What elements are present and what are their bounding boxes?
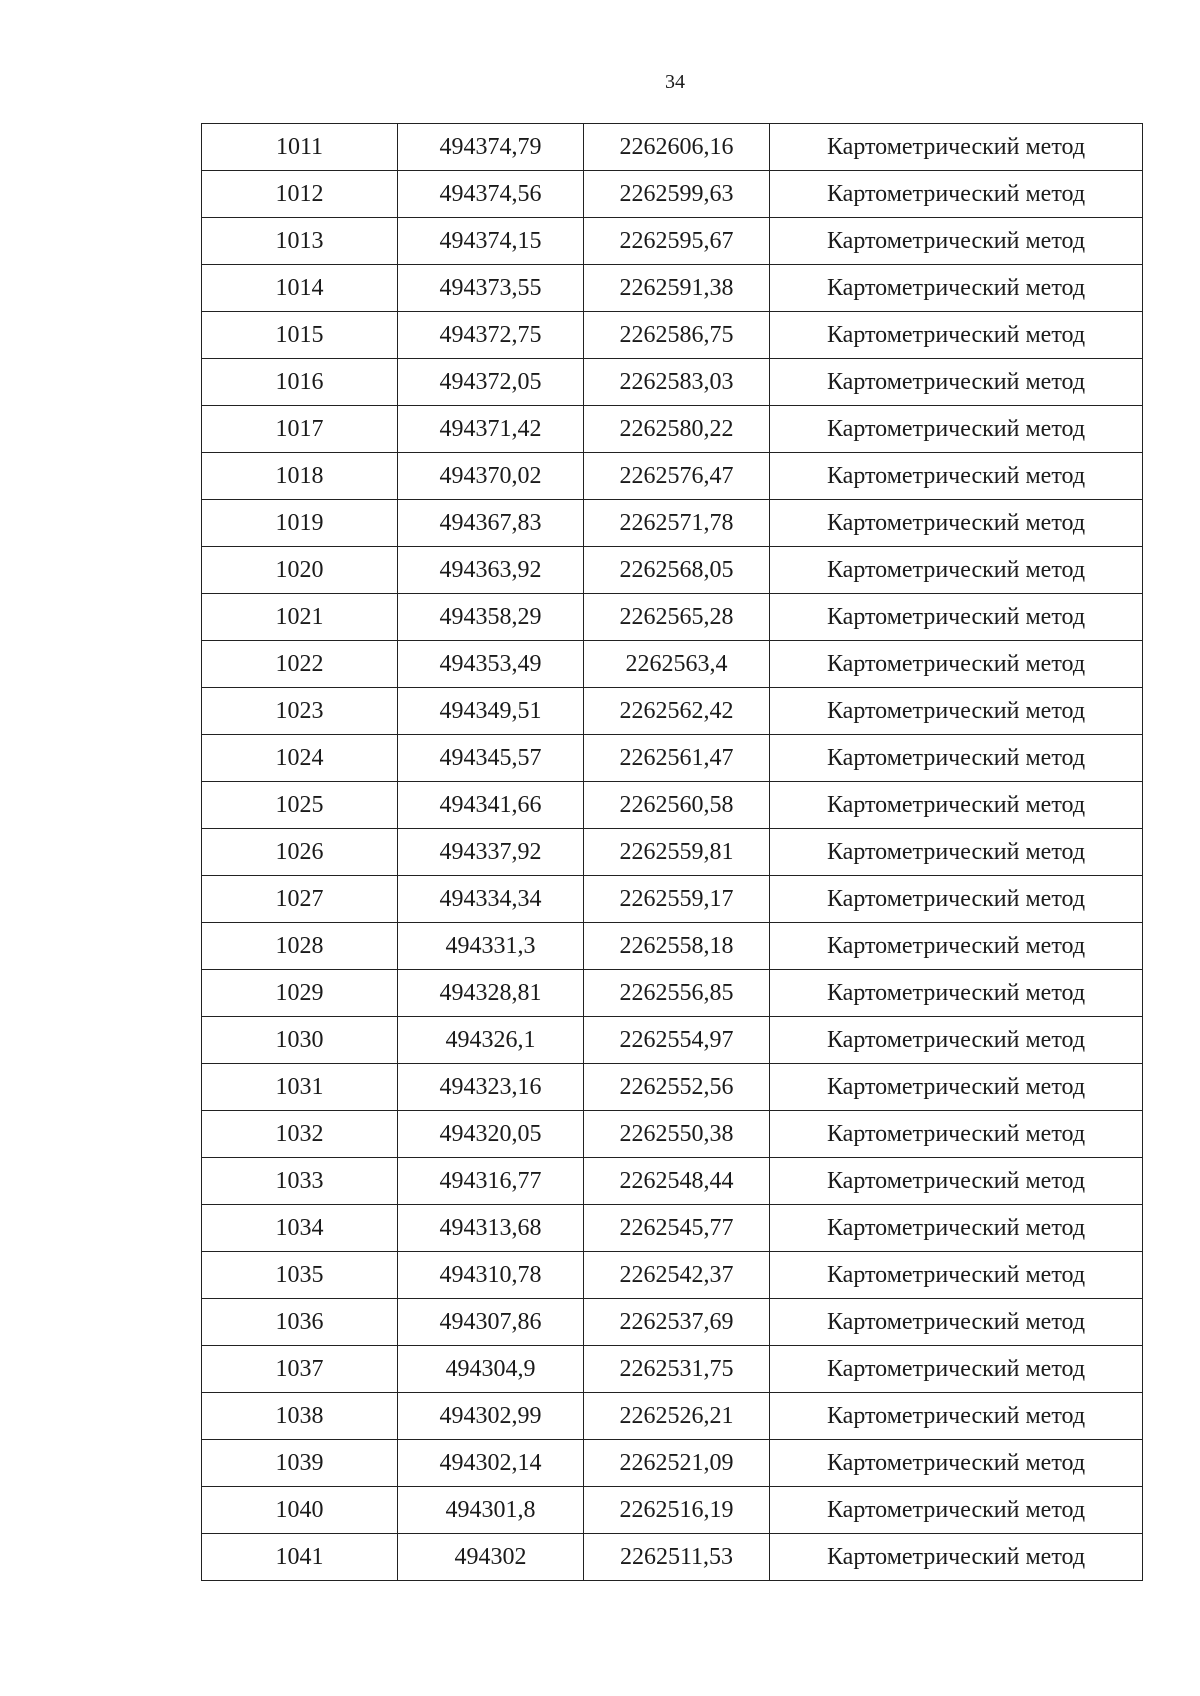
cell-y-coordinate: 2262558,18	[584, 923, 770, 970]
cell-point-number: 1030	[202, 1017, 398, 1064]
cell-point-number: 1035	[202, 1252, 398, 1299]
cell-method: Картометрический метод	[770, 1393, 1143, 1440]
table-row	[202, 1064, 1143, 1111]
cell-point-number: 1011	[202, 124, 398, 171]
cell-point-number: 1031	[202, 1064, 398, 1111]
cell-x-coordinate: 494302	[398, 1534, 584, 1581]
cell-point-number: 1032	[202, 1111, 398, 1158]
cell-point-number: 1029	[202, 970, 398, 1017]
cell-y-coordinate: 2262560,58	[584, 782, 770, 829]
table-row	[202, 312, 1143, 359]
cell-method: Картометрический метод	[770, 594, 1143, 641]
cell-x-coordinate: 494302,99	[398, 1393, 584, 1440]
table-row	[202, 453, 1143, 500]
cell-x-coordinate: 494307,86	[398, 1299, 584, 1346]
cell-method: Картометрический метод	[770, 547, 1143, 594]
cell-point-number: 1036	[202, 1299, 398, 1346]
cell-point-number: 1038	[202, 1393, 398, 1440]
cell-y-coordinate: 2262537,69	[584, 1299, 770, 1346]
cell-point-number: 1037	[202, 1346, 398, 1393]
cell-method: Картометрический метод	[770, 1299, 1143, 1346]
table-row	[202, 1534, 1143, 1581]
cell-x-coordinate: 494304,9	[398, 1346, 584, 1393]
cell-y-coordinate: 2262606,16	[584, 124, 770, 171]
table-row	[202, 1158, 1143, 1205]
cell-y-coordinate: 2262562,42	[584, 688, 770, 735]
cell-x-coordinate: 494301,8	[398, 1487, 584, 1534]
cell-point-number: 1019	[202, 500, 398, 547]
cell-point-number: 1041	[202, 1534, 398, 1581]
cell-y-coordinate: 2262521,09	[584, 1440, 770, 1487]
cell-point-number: 1027	[202, 876, 398, 923]
table-row	[202, 218, 1143, 265]
cell-method: Картометрический метод	[770, 970, 1143, 1017]
cell-method: Картометрический метод	[770, 1346, 1143, 1393]
cell-y-coordinate: 2262552,56	[584, 1064, 770, 1111]
cell-y-coordinate: 2262599,63	[584, 171, 770, 218]
table-row	[202, 1205, 1143, 1252]
cell-x-coordinate: 494373,55	[398, 265, 584, 312]
cell-method: Картометрический метод	[770, 500, 1143, 547]
cell-y-coordinate: 2262554,97	[584, 1017, 770, 1064]
cell-y-coordinate: 2262556,85	[584, 970, 770, 1017]
table-row	[202, 594, 1143, 641]
cell-y-coordinate: 2262531,75	[584, 1346, 770, 1393]
table-row	[202, 1393, 1143, 1440]
cell-method: Картометрический метод	[770, 406, 1143, 453]
cell-x-coordinate: 494367,83	[398, 500, 584, 547]
table-row	[202, 265, 1143, 312]
cell-x-coordinate: 494337,92	[398, 829, 584, 876]
table-row	[202, 735, 1143, 782]
cell-point-number: 1020	[202, 547, 398, 594]
cell-y-coordinate: 2262595,67	[584, 218, 770, 265]
cell-method: Картометрический метод	[770, 124, 1143, 171]
cell-x-coordinate: 494310,78	[398, 1252, 584, 1299]
cell-point-number: 1026	[202, 829, 398, 876]
cell-x-coordinate: 494328,81	[398, 970, 584, 1017]
cell-method: Картометрический метод	[770, 312, 1143, 359]
cell-x-coordinate: 494331,3	[398, 923, 584, 970]
table-row	[202, 782, 1143, 829]
cell-y-coordinate: 2262559,17	[584, 876, 770, 923]
cell-method: Картометрический метод	[770, 829, 1143, 876]
cell-x-coordinate: 494349,51	[398, 688, 584, 735]
cell-method: Картометрический метод	[770, 1252, 1143, 1299]
cell-method: Картометрический метод	[770, 1158, 1143, 1205]
table-row	[202, 1440, 1143, 1487]
cell-method: Картометрический метод	[770, 876, 1143, 923]
cell-point-number: 1018	[202, 453, 398, 500]
cell-y-coordinate: 2262542,37	[584, 1252, 770, 1299]
table-row	[202, 970, 1143, 1017]
cell-point-number: 1014	[202, 265, 398, 312]
cell-method: Картометрический метод	[770, 1111, 1143, 1158]
cell-x-coordinate: 494374,15	[398, 218, 584, 265]
cell-method: Картометрический метод	[770, 688, 1143, 735]
cell-x-coordinate: 494326,1	[398, 1017, 584, 1064]
cell-x-coordinate: 494374,79	[398, 124, 584, 171]
cell-method: Картометрический метод	[770, 923, 1143, 970]
cell-x-coordinate: 494372,05	[398, 359, 584, 406]
cell-x-coordinate: 494371,42	[398, 406, 584, 453]
cell-point-number: 1028	[202, 923, 398, 970]
cell-method: Картометрический метод	[770, 735, 1143, 782]
cell-point-number: 1017	[202, 406, 398, 453]
cell-method: Картометрический метод	[770, 1205, 1143, 1252]
cell-point-number: 1040	[202, 1487, 398, 1534]
cell-x-coordinate: 494323,16	[398, 1064, 584, 1111]
cell-point-number: 1015	[202, 312, 398, 359]
cell-y-coordinate: 2262526,21	[584, 1393, 770, 1440]
cell-point-number: 1033	[202, 1158, 398, 1205]
cell-point-number: 1025	[202, 782, 398, 829]
cell-method: Картометрический метод	[770, 641, 1143, 688]
cell-method: Картометрический метод	[770, 453, 1143, 500]
cell-method: Картометрический метод	[770, 1487, 1143, 1534]
cell-method: Картометрический метод	[770, 359, 1143, 406]
table-row	[202, 406, 1143, 453]
cell-point-number: 1023	[202, 688, 398, 735]
cell-method: Картометрический метод	[770, 1064, 1143, 1111]
cell-point-number: 1034	[202, 1205, 398, 1252]
cell-y-coordinate: 2262586,75	[584, 312, 770, 359]
table-row	[202, 1252, 1143, 1299]
cell-method: Картометрический метод	[770, 218, 1143, 265]
cell-y-coordinate: 2262568,05	[584, 547, 770, 594]
cell-x-coordinate: 494372,75	[398, 312, 584, 359]
table-row	[202, 876, 1143, 923]
cell-method: Картометрический метод	[770, 265, 1143, 312]
table-row	[202, 641, 1143, 688]
cell-x-coordinate: 494363,92	[398, 547, 584, 594]
cell-point-number: 1024	[202, 735, 398, 782]
table-row	[202, 1111, 1143, 1158]
cell-x-coordinate: 494353,49	[398, 641, 584, 688]
table-row	[202, 500, 1143, 547]
cell-method: Картометрический метод	[770, 1534, 1143, 1581]
table-row	[202, 688, 1143, 735]
coordinates-table	[201, 123, 1143, 1581]
coordinates-table-body	[202, 124, 1143, 1581]
cell-y-coordinate: 2262561,47	[584, 735, 770, 782]
cell-x-coordinate: 494320,05	[398, 1111, 584, 1158]
table-row	[202, 547, 1143, 594]
cell-y-coordinate: 2262548,44	[584, 1158, 770, 1205]
cell-point-number: 1013	[202, 218, 398, 265]
table-row	[202, 829, 1143, 876]
cell-x-coordinate: 494313,68	[398, 1205, 584, 1252]
cell-y-coordinate: 2262565,28	[584, 594, 770, 641]
cell-method: Картометрический метод	[770, 1017, 1143, 1064]
cell-point-number: 1022	[202, 641, 398, 688]
cell-y-coordinate: 2262563,4	[584, 641, 770, 688]
table-row	[202, 171, 1143, 218]
cell-y-coordinate: 2262559,81	[584, 829, 770, 876]
cell-y-coordinate: 2262545,77	[584, 1205, 770, 1252]
page-number: 34	[665, 71, 685, 93]
cell-point-number: 1012	[202, 171, 398, 218]
cell-y-coordinate: 2262511,53	[584, 1534, 770, 1581]
cell-y-coordinate: 2262576,47	[584, 453, 770, 500]
cell-point-number: 1021	[202, 594, 398, 641]
table-row	[202, 923, 1143, 970]
cell-method: Картометрический метод	[770, 782, 1143, 829]
cell-x-coordinate: 494374,56	[398, 171, 584, 218]
table-row	[202, 1487, 1143, 1534]
cell-x-coordinate: 494341,66	[398, 782, 584, 829]
cell-y-coordinate: 2262580,22	[584, 406, 770, 453]
cell-method: Картометрический метод	[770, 1440, 1143, 1487]
cell-point-number: 1039	[202, 1440, 398, 1487]
cell-method: Картометрический метод	[770, 171, 1143, 218]
table-row	[202, 1017, 1143, 1064]
cell-y-coordinate: 2262583,03	[584, 359, 770, 406]
table-row	[202, 359, 1143, 406]
cell-point-number: 1016	[202, 359, 398, 406]
cell-y-coordinate: 2262550,38	[584, 1111, 770, 1158]
cell-x-coordinate: 494302,14	[398, 1440, 584, 1487]
cell-y-coordinate: 2262591,38	[584, 265, 770, 312]
table-row	[202, 1299, 1143, 1346]
cell-x-coordinate: 494334,34	[398, 876, 584, 923]
cell-y-coordinate: 2262516,19	[584, 1487, 770, 1534]
cell-y-coordinate: 2262571,78	[584, 500, 770, 547]
cell-x-coordinate: 494358,29	[398, 594, 584, 641]
table-row	[202, 1346, 1143, 1393]
cell-x-coordinate: 494370,02	[398, 453, 584, 500]
cell-x-coordinate: 494316,77	[398, 1158, 584, 1205]
table-row	[202, 124, 1143, 171]
cell-x-coordinate: 494345,57	[398, 735, 584, 782]
